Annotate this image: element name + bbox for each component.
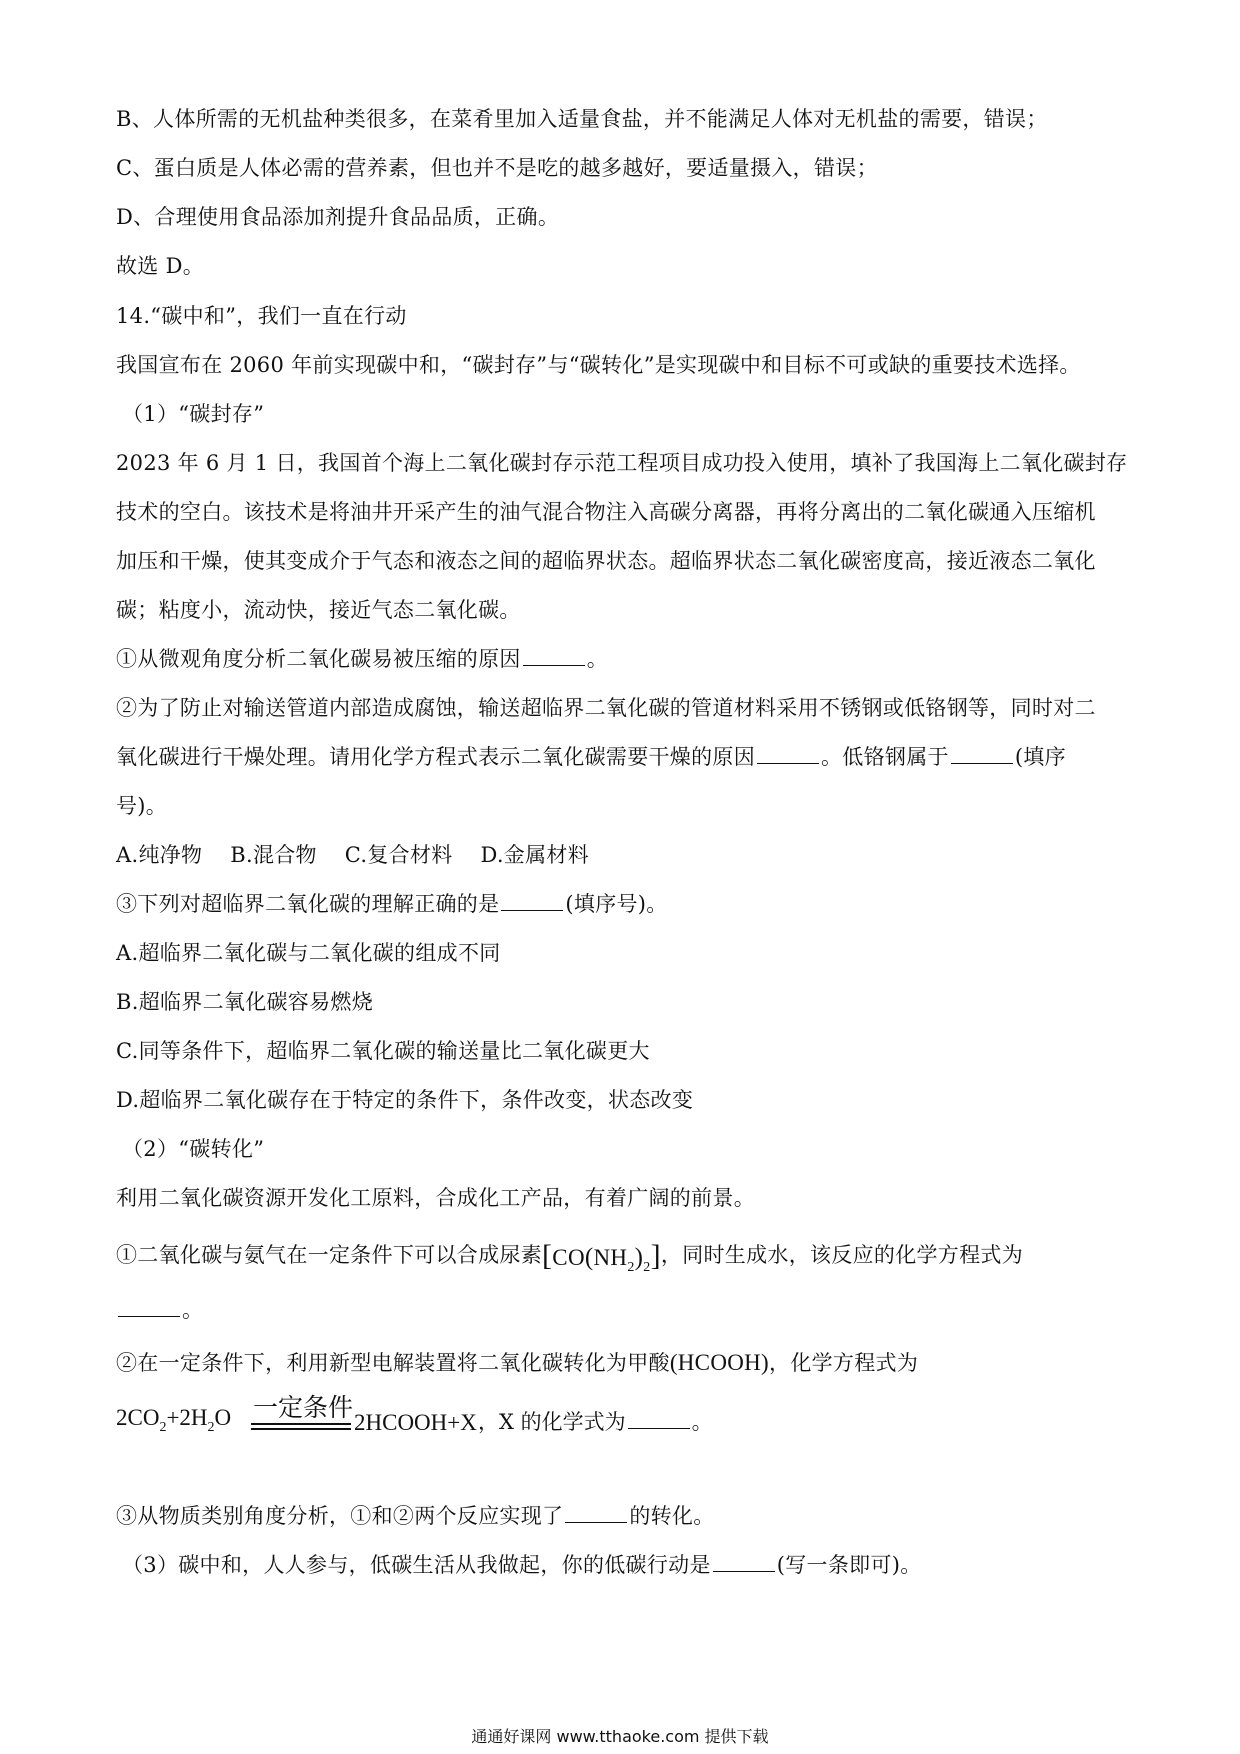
part1-q1-end: 。: [586, 647, 609, 671]
equation-question-text: ，X 的化学式为: [478, 1410, 626, 1434]
part1-q2-line2: [116, 742, 1066, 772]
part3-text: （3）碳中和，人人参与，低碳生活从我做起，你的低碳行动是: [122, 1553, 711, 1577]
answer-blank[interactable]: [713, 1551, 775, 1572]
page-footer: 通通好课网 www.tthaoke.com 提供下载: [471, 1727, 769, 1746]
part1-q1-text: ①从微观角度分析二氧化碳易被压缩的原因: [116, 647, 521, 671]
part2-q2-text: ②在一定条件下，利用新型电解装置将二氧化碳转化为甲酸: [116, 1351, 670, 1375]
option-d: D.超临界二氧化碳存在于特定的条件下，条件改变，状态改变: [116, 1088, 694, 1112]
question-14-title: 14.“碳中和”，我们一直在行动: [116, 304, 407, 328]
part1-heading: （1）“碳封存”: [122, 402, 265, 426]
answer-option-d: D、合理使用食品添加剂提升食品品质，正确。: [116, 205, 560, 229]
part2-q3: [116, 1501, 715, 1531]
equation-products: 2HCOOH+X: [354, 1410, 477, 1435]
part2-q1: [116, 1240, 1023, 1283]
part1-q2-line3: 号)。: [116, 794, 168, 818]
part2-q2-line1: [116, 1348, 918, 1378]
part3-end: (写一条即可)。: [776, 1553, 922, 1577]
part1-q3-text: ③下列对超临界二氧化碳的理解正确的是: [116, 892, 500, 916]
part2-q1-end-line: [116, 1295, 203, 1325]
part2-q2-after: ，化学方程式为: [769, 1351, 919, 1375]
part1-q2-line1: ②为了防止对输送管道内部造成腐蚀，输送超临界二氧化碳的管道材料采用不锈钢或低铬钢等，同时对二: [116, 696, 1096, 720]
part2-q1-text: ①二氧化碳与氨气在一定条件下可以合成尿素: [116, 1243, 542, 1267]
answer-blank[interactable]: [501, 890, 563, 911]
equation-bar: [251, 1428, 351, 1430]
option-c: C.同等条件下，超临界二氧化碳的输送量比二氧化碳更大: [116, 1039, 650, 1063]
equation-bar: [251, 1423, 351, 1425]
answer-blank[interactable]: [628, 1408, 690, 1429]
equation-reactants: $2CO_2+2H_2O$: [116, 1405, 232, 1435]
answer-blank[interactable]: [951, 743, 1013, 764]
part1-q3-end: (填序号)。: [565, 892, 668, 916]
passage-line: 碳；粘度小，流动快，接近气态二氧化碳。: [116, 598, 521, 622]
formic-acid-formula: (HCOOH): [669, 1350, 770, 1375]
part3: [122, 1550, 922, 1580]
passage-line: 2023 年 6 月 1 日，我国首个海上二氧化碳封存示范工程项目成功投入使用，填补了我国海上二氧化碳封存: [116, 451, 1128, 475]
equation-question: [478, 1406, 713, 1436]
answer-option-b: B、人体所需的无机盐种类很多，在菜肴里加入适量食盐，并不能满足人体对无机盐的需要，错误；: [116, 107, 1048, 131]
part1-q2-options: A.纯净物 B.混合物 C.复合材料 D.金属材料: [116, 843, 590, 867]
passage-line: 技术的空白。该技术是将油井开采产生的油气混合物注入高碳分离器，再将分离出的二氧化碳通入压缩机: [116, 500, 1096, 524]
urea-formula: $[CO(NH_2)_2]$: [542, 1239, 661, 1275]
part1-q2-after: (填序: [1014, 745, 1066, 769]
part2-q3-text: ③从物质类别角度分析，①和②两个反应实现了: [116, 1504, 564, 1528]
part2-q1-end: 。: [182, 1298, 204, 1322]
reaction-condition: 一定条件: [253, 1393, 354, 1422]
part1-q3: [116, 889, 668, 919]
part1-q1: [116, 644, 608, 674]
part2-intro: 利用二氧化碳资源开发化工原料，合成化工产品，有着广阔的前景。: [116, 1186, 755, 1210]
answer-blank[interactable]: [565, 1502, 627, 1523]
passage-line: 加压和干燥，使其变成介于气态和液态之间的超临界状态。超临界状态二氧化碳密度高，接近液态二氧化: [116, 549, 1096, 573]
answer-blank[interactable]: [118, 1296, 180, 1317]
answer-option-c: C、蛋白质是人体必需的营养素，但也并不是吃的越多越好，要适量摄入，错误；: [116, 156, 878, 180]
part2-heading: （2）“碳转化”: [122, 1137, 265, 1161]
option-b: B.超临界二氧化碳容易燃烧: [116, 990, 374, 1014]
part1-q2-text: 氧化碳进行干燥处理。请用化学方程式表示二氧化碳需要干燥的原因: [116, 745, 755, 769]
answer-conclusion: 故选 D。: [116, 254, 205, 278]
answer-blank[interactable]: [523, 645, 585, 666]
answer-blank[interactable]: [757, 743, 819, 764]
part2-q1-after: ，同时生成水，该反应的化学方程式为: [660, 1243, 1023, 1267]
part1-q2-mid: 。低铬钢属于: [821, 745, 949, 769]
question-14-intro: 我国宣布在 2060 年前实现碳中和，“碳封存”与“碳转化”是实现碳中和目标不可或缺的重要技术选择。: [116, 353, 1081, 377]
option-a: A.超临界二氧化碳与二氧化碳的组成不同: [116, 941, 501, 965]
equation-question-end: 。: [691, 1410, 713, 1434]
part2-q3-end: 的转化。: [629, 1504, 715, 1528]
